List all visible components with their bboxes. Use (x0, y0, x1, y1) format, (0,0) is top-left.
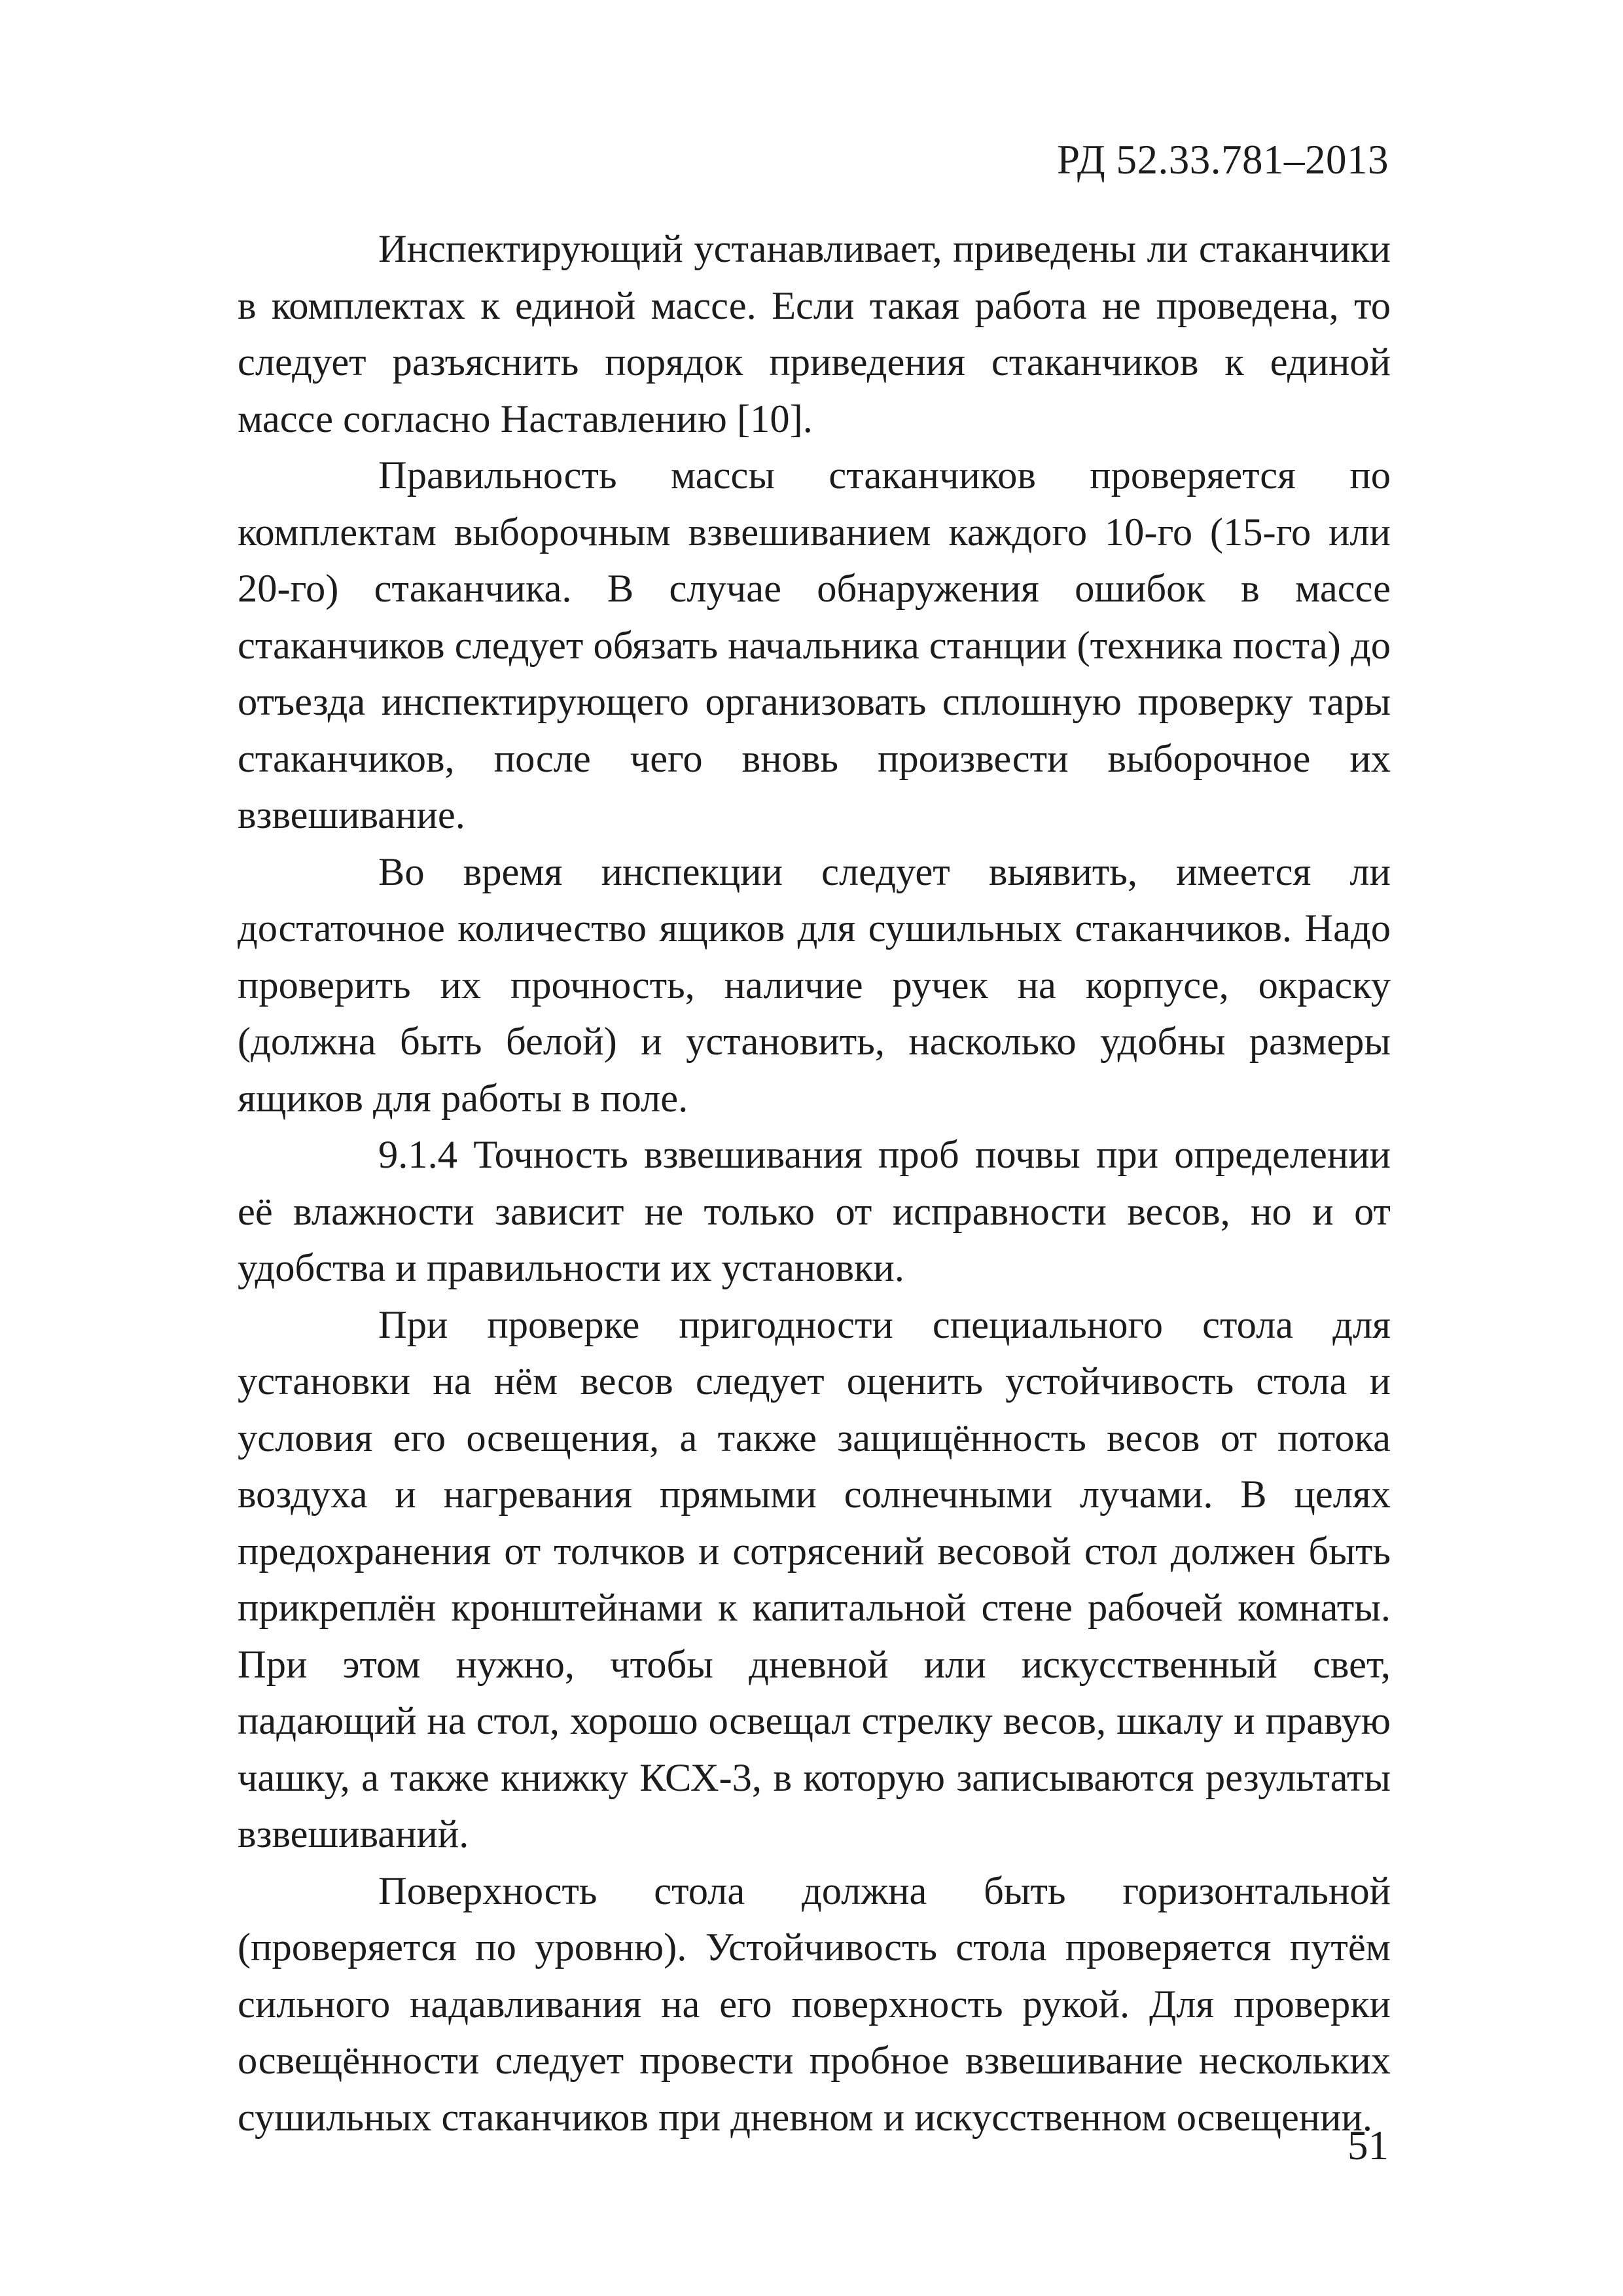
paragraph-cup-mass-check: Инспектирующий устанавливает, приведены ли стаканчики в комплектах к единой массе. Если такая работа не проведена, то следует разъяснить порядок приведения стаканчиков к единой массе согласно Наставлению [10]. (238, 227, 1391, 441)
document-code-header: РД 52.33.781–2013 (1056, 137, 1389, 183)
paragraph-table-surface: Поверхность стола должна быть горизонтальной (проверяется по уровню). Устойчивость стола проверяется путём сильного надавливания на его поверхность рукой. Для проверки освещённости следует провести пробное взвешивание нескольких сушильных стаканчиков при дневном и искусственном освещении. (238, 1869, 1391, 2140)
page-number: 51 (1347, 2123, 1389, 2168)
paragraph-cup-weighing: Правильность массы стаканчиков проверяется по комплектам выборочным взвешиванием каждого 10-го (15-го или 20-го) стаканчика. В случае обнаружения ошибок в массе стаканчиков следует обязать начальника станции (техника поста) до отъезда инспектирующего организовать сплошную проверку тары стаканчиков, после чего вновь произвести выборочное их взвешивание. (238, 454, 1391, 837)
body-text (238, 221, 1391, 2146)
paragraph-table-check: При проверке пригодности специального стола для установки на нём весов следует оценить устойчивость стола и условия его освещения, а также защищённость весов от потока воздуха и нагревания прямыми солнечными лучами. В целях предохранения от толчков и сотрясений весовой стол должен быть прикреплён кронштейнами к капитальной стене рабочей комнаты. При этом нужно, чтобы дневной или искусственный свет, падающий на стол, хорошо освещал стрелку весов, шкалу и правую чашку, а также книжку КСХ-3, в которую записываются результаты взвешиваний. (238, 1302, 1391, 1856)
paragraph-section-9-1-4: 9.1.4 Точность взвешивания проб почвы при определении её влажности зависит не только от исправности весов, но и от удобства и правильности их установки. (238, 1133, 1391, 1290)
paragraph-boxes-inspection: Во время инспекции следует выявить, имеется ли достаточное количество ящиков для сушильных стаканчиков. Надо проверить их прочность, наличие ручек на корпусе, окраску (должна быть белой) и установить, насколько удобны размеры ящиков для работы в поле. (238, 850, 1391, 1121)
